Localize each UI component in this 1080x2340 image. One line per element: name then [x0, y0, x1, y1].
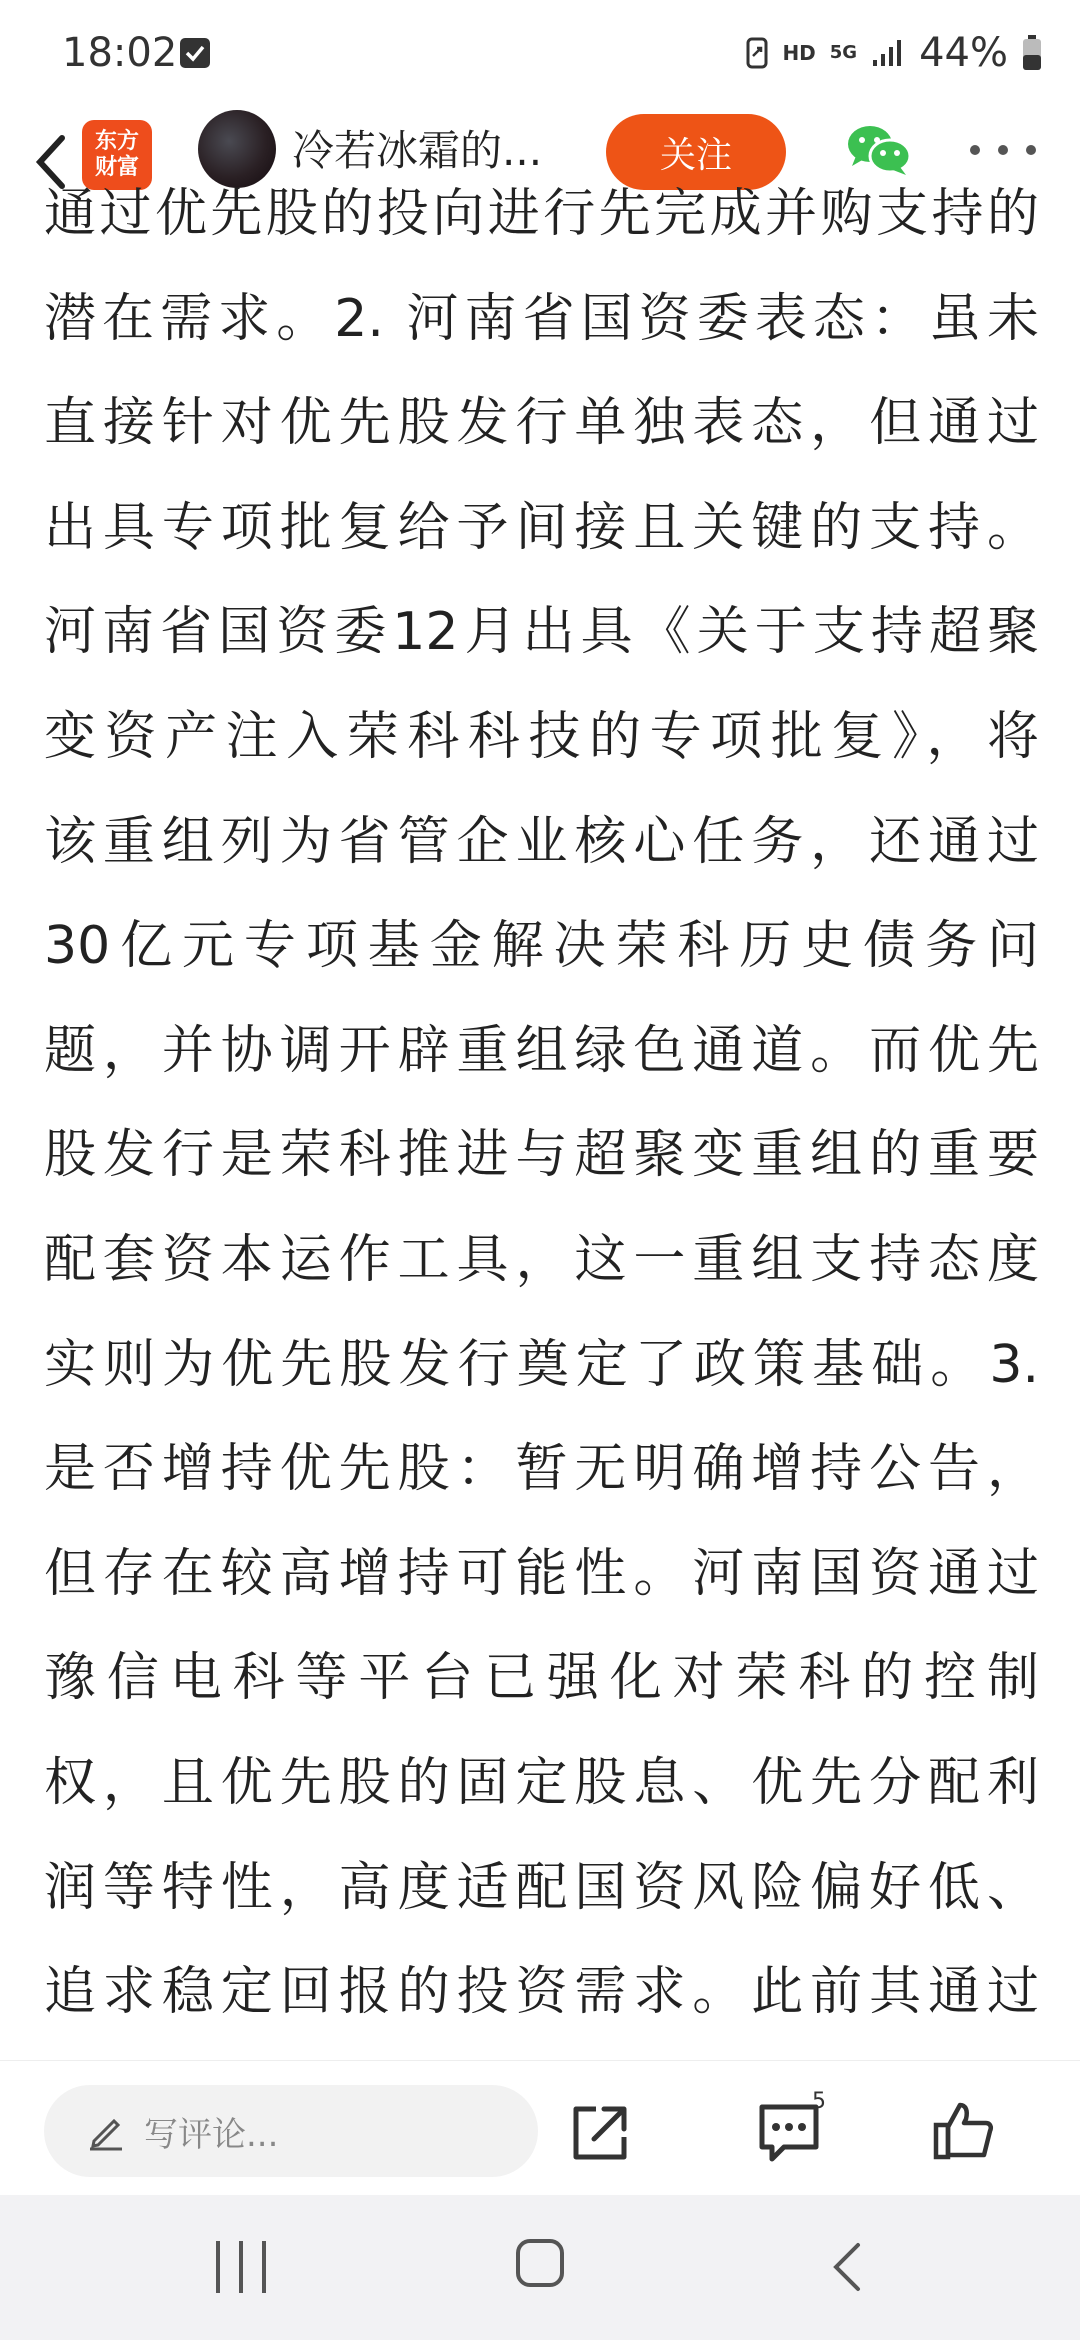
article-body[interactable] — [0, 184, 1080, 2060]
article-line: 豫信电科等平台已强化对荣科的控制 — [44, 1648, 1039, 1709]
article-line: 潜在需求。2. 河南省国资委表态：虽未 — [44, 288, 1039, 349]
more-icon-dot — [1026, 145, 1036, 155]
app-logo-line1: 东方 — [94, 129, 139, 154]
battery-saver-icon — [746, 36, 768, 70]
recent-apps-bar — [262, 2241, 266, 2293]
status-bar — [0, 0, 1080, 110]
5g-icon: 5G — [829, 42, 858, 63]
article-line: 润等特性，高度适配国资风险偏好低、 — [44, 1857, 1039, 1918]
comment-placeholder: 写评论... — [144, 2115, 279, 2155]
signal-icon — [871, 38, 905, 68]
like-icon — [930, 2097, 996, 2163]
article-line: 实则为优先股发行奠定了政策基础。3. — [44, 1334, 1039, 1395]
article-line: 直接针对优先股发行单独表态，但通过 — [44, 393, 1039, 454]
hd-icon: HD — [782, 41, 816, 65]
more-icon-dot — [998, 145, 1008, 155]
pen-icon — [84, 2109, 128, 2153]
more-icon — [970, 145, 980, 155]
back-nav-icon[interactable] — [826, 2237, 866, 2297]
article-line: 30亿元专项基金解决荣科历史债务问 — [44, 916, 1039, 977]
follow-button[interactable]: 关注 — [606, 114, 786, 190]
share-button[interactable] — [568, 2101, 632, 2165]
recent-apps-bar — [239, 2241, 243, 2293]
article-line: 河南省国资委12月出具《关于支持超聚 — [44, 602, 1039, 663]
article-line: 出具专项批复给予间接且关键的支持。 — [44, 497, 1039, 558]
recent-apps-icon[interactable] — [216, 2241, 266, 2293]
status-icons — [746, 30, 1042, 76]
article-text — [44, 162, 1039, 2045]
like-button[interactable] — [930, 2097, 996, 2163]
article-line: 变资产注入荣科科技的专项批复》，将 — [44, 706, 1039, 767]
author-name[interactable]: 冷若冰霜的... — [292, 126, 543, 175]
app-logo-line2: 财富 — [94, 155, 139, 180]
share-icon — [568, 2101, 632, 2165]
article-line: 通过优先股的投向进行先完成并购支持的 — [44, 184, 1039, 244]
article-line: 配套资本运作工具，这一重组支持态度 — [44, 1229, 1039, 1290]
status-time: 18:02 — [62, 30, 178, 76]
article-line: 追求稳定回报的投资需求。此前其通过 — [44, 1962, 1039, 2023]
more-button[interactable] — [970, 140, 1036, 160]
home-icon[interactable] — [516, 2239, 564, 2287]
article-line: 但存在较高增持可能性。河南国资通过 — [44, 1543, 1039, 1604]
system-nav-bar — [0, 2195, 1080, 2340]
comment-input[interactable] — [44, 2085, 538, 2177]
article-line: 题，并协调开辟重组绿色通道。而优先 — [44, 1020, 1039, 1081]
battery-percent: 44% — [919, 30, 1008, 76]
comment-count: 5 — [812, 2089, 826, 2114]
recent-apps-bar — [216, 2241, 220, 2293]
checkbox-icon — [180, 38, 210, 68]
battery-icon — [1022, 35, 1042, 71]
article-line: 是否增持优先股：暂无明确增持公告， — [44, 1439, 1039, 1500]
bottom-action-bar — [0, 2060, 1080, 2196]
article-line: 股发行是荣科推进与超聚变重组的重要 — [44, 1125, 1039, 1186]
article-line: 该重组列为省管企业核心任务，还通过 — [44, 811, 1039, 872]
article-line: 权，且优先股的固定股息、优先分配利 — [44, 1752, 1039, 1813]
